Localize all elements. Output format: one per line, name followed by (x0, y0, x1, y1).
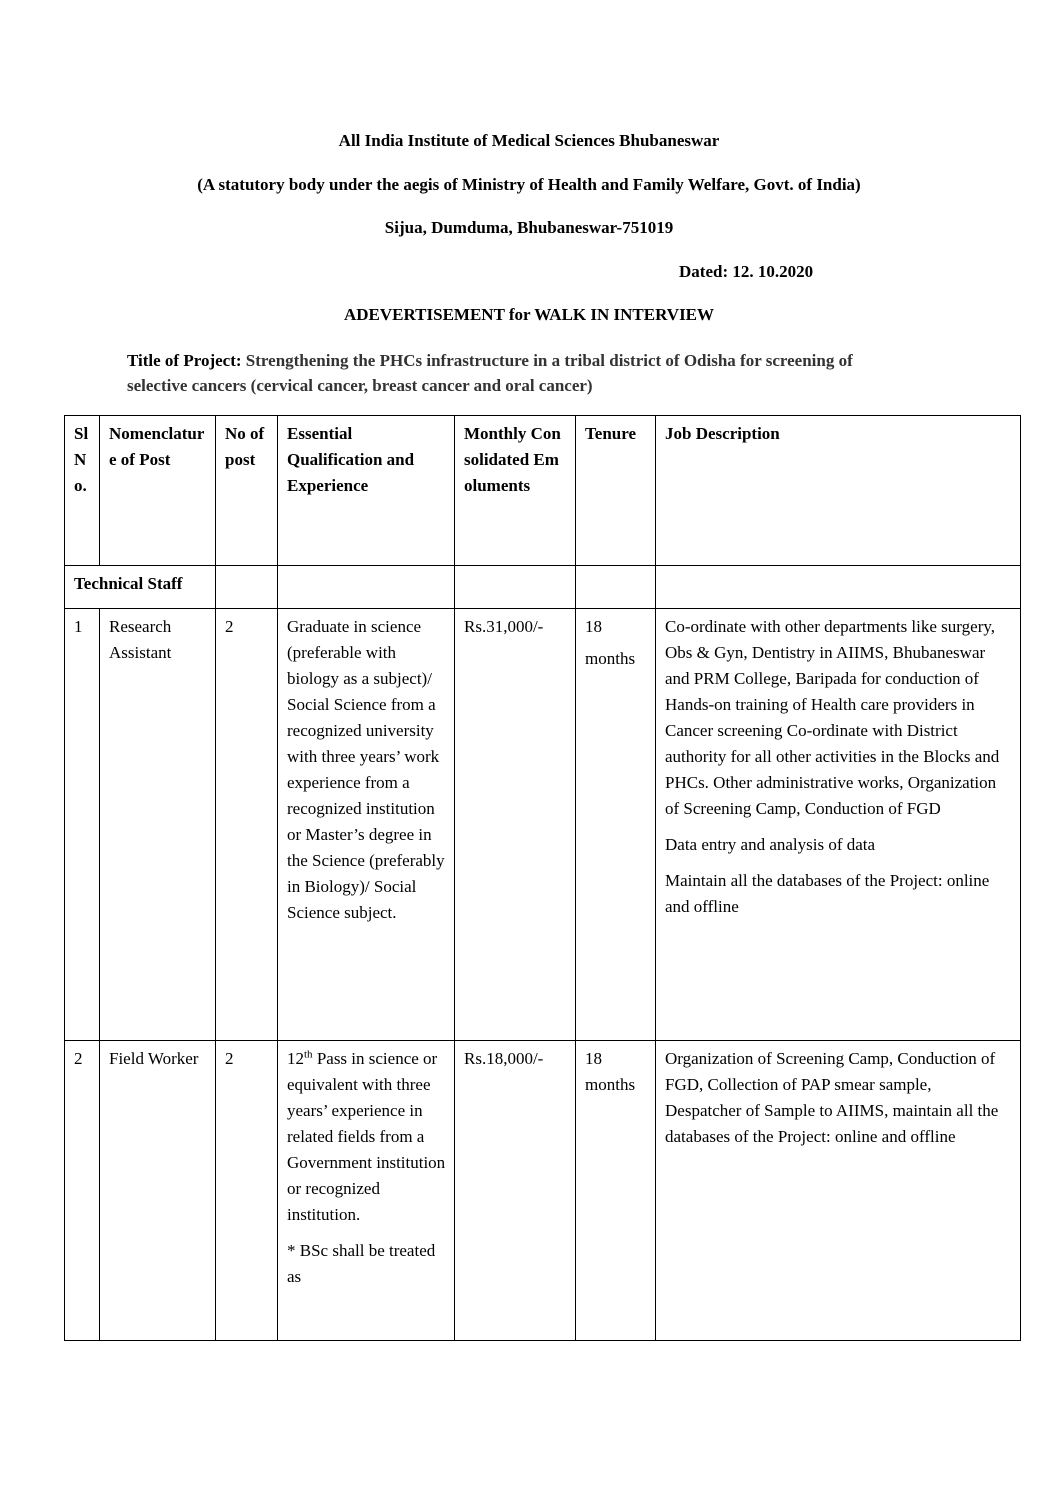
section-label: Technical Staff (65, 566, 216, 609)
posts-table (64, 415, 1021, 1341)
row-post: Research Assistant (100, 609, 216, 1041)
row-qualification (278, 1041, 455, 1341)
row-emoluments: Rs.31,000/- (455, 609, 576, 1041)
section-empty-cell (278, 566, 455, 609)
qualification-superscript: th (304, 1048, 313, 1061)
header-emoluments: Monthly Consolidated Emoluments (455, 416, 576, 566)
institute-subtitle: (A statutory body under the aegis of Ministry of Health and Family Welfare, Govt. of India) (197, 175, 861, 194)
advertisement-title: ADEVERTISEMENT for WALK IN INTERVIEW (343, 305, 715, 324)
tenure-unit: months (585, 649, 636, 668)
table-header-row (65, 416, 1021, 566)
job-paragraph: Organization of Screening Camp, Conduction of FGD, Collection of PAP smear sample, Despatcher of Sample to AIIMS, maintain all the databases of the Project: online and offline (665, 1049, 999, 1146)
project-title-label: Title of Project: (127, 351, 242, 370)
section-empty-cell (455, 566, 576, 609)
tenure-number: 18 (585, 617, 602, 636)
header-post: Nomenclature of Post (100, 416, 216, 566)
section-empty-cell (216, 566, 278, 609)
table-row (65, 1041, 1021, 1341)
row-emoluments: Rs.18,000/- (455, 1041, 576, 1341)
header-count: No of post (216, 416, 278, 566)
qualification-note: * BSc shall be treated as (287, 1241, 436, 1286)
row-count: 2 (216, 609, 278, 1041)
row-sno: 2 (65, 1041, 100, 1341)
qualification-text: Pass in science or equivalent with three years’ experience in related fields from a Government institution or recognized institution. (287, 1049, 446, 1224)
section-row (65, 566, 1021, 609)
job-paragraph: Co-ordinate with other departments like surgery, Obs & Gyn, Dentistry in AIIMS, Bhubaneswar and PRM College, Baripada for conduction of Hands-on training of Health care providers in Cancer screening Co-ordinate with District authority for all other activities in the Blocks and PHCs. Other administrative works, Organization of Screening Camp, Conduction of FGD (665, 617, 1000, 818)
institute-name: All India Institute of Medical Sciences Bhubaneswar (338, 131, 720, 150)
row-job-description (656, 1041, 1021, 1341)
date-line: Dated: 12. 10.2020 (679, 262, 814, 281)
qualification-number: 12 (287, 1049, 304, 1068)
section-empty-cell (576, 566, 656, 609)
row-count: 2 (216, 1041, 278, 1341)
row-tenure (576, 1041, 656, 1341)
project-title-text: Strengthening the PHCs infrastructure in a tribal district of Odisha for screening of selective cancers (cervical cancer, breast cancer and oral cancer) (127, 351, 853, 395)
row-qualification: Graduate in science (preferable with biology as a subject)/ Social Science from a recognized university with three years’ work experience from a recognized institution or Master’s degree in the Science (preferably in Biology)/ Social Science subject. (278, 609, 455, 1041)
section-empty-cell (656, 566, 1021, 609)
table-row (65, 609, 1021, 1041)
row-tenure (576, 609, 656, 1041)
tenure-unit: months (585, 1075, 636, 1094)
job-paragraph: Data entry and analysis of data (665, 835, 876, 854)
job-paragraph: Maintain all the databases of the Project: online and offline (665, 871, 990, 916)
header-qualification: Essential Qualification and Experience (278, 416, 455, 566)
project-title (127, 348, 887, 398)
header-job: Job Description (656, 416, 1021, 566)
row-sno: 1 (65, 609, 100, 1041)
tenure-number: 18 (585, 1049, 602, 1068)
row-post: Field Worker (100, 1041, 216, 1341)
header-tenure: Tenure (576, 416, 656, 566)
row-job-description (656, 609, 1021, 1041)
institute-address: Sijua, Dumduma, Bhubaneswar-751019 (384, 218, 674, 237)
header-sno: Sl No. (65, 416, 100, 566)
